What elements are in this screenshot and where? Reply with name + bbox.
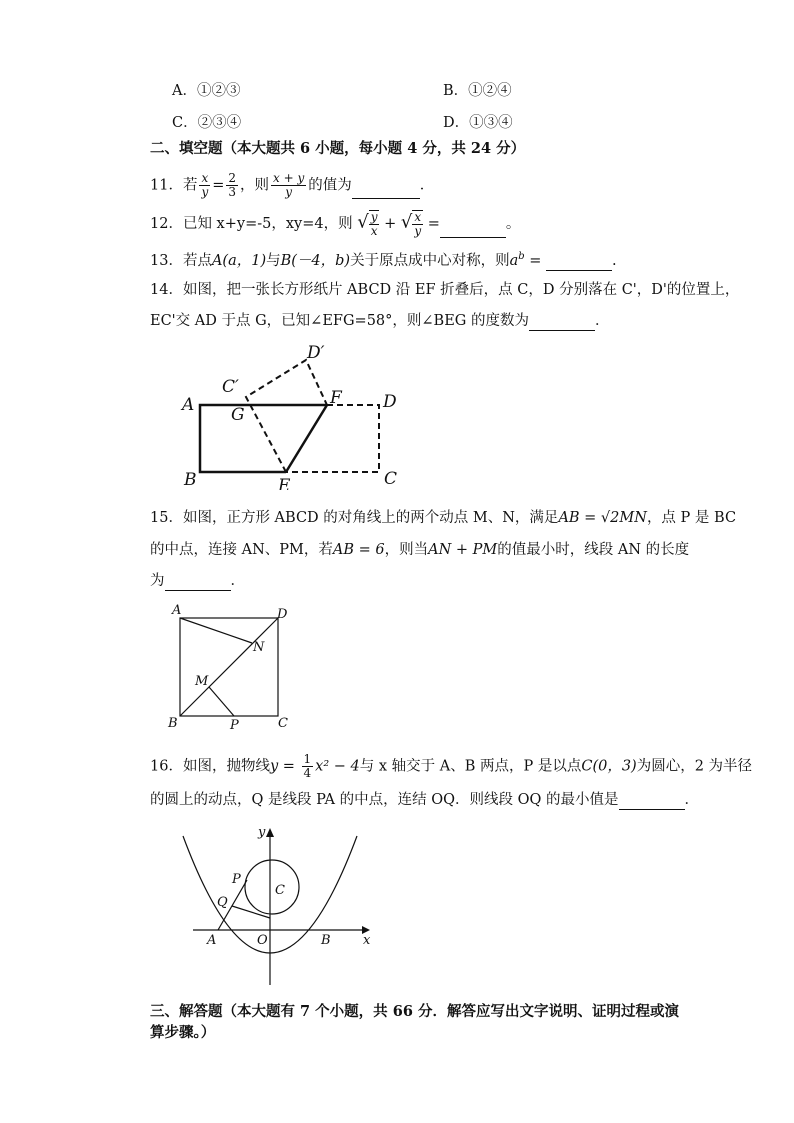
- label-a: A: [182, 395, 195, 415]
- question-16-line2: [150, 790, 699, 810]
- q11-text: 的值为: [308, 177, 352, 194]
- expr-base: a: [509, 252, 519, 269]
- question-number: 12．: [150, 216, 183, 232]
- fraction-sum-over-y: [271, 172, 306, 199]
- label-b: B: [321, 933, 331, 948]
- label-y: y: [258, 825, 266, 840]
- denominator: y: [414, 224, 422, 238]
- label-c: C: [384, 469, 398, 489]
- label-e: E: [278, 476, 291, 490]
- q16-formula: C(0，3): [581, 758, 637, 775]
- segment-an: [180, 618, 252, 643]
- label-x: x: [363, 933, 371, 948]
- fraction-2-over-3: [226, 172, 238, 199]
- question-14-line1: [150, 280, 739, 300]
- q15-text: 为: [150, 573, 165, 589]
- q16-text: 与 x 轴交于 A、B 两点，P 是以点: [359, 758, 582, 775]
- label-b: B: [168, 716, 178, 730]
- label-c-prime: C′: [222, 377, 239, 397]
- sqrt-y-over-x: √ $\frac{y}{x}$: [357, 210, 378, 238]
- q11-end: ．: [419, 177, 435, 194]
- option-a: [172, 81, 240, 101]
- q15-text: ，点 P 是 BC: [646, 510, 737, 526]
- label-g: G: [231, 405, 245, 425]
- figure-15: [165, 600, 295, 730]
- numerator: 1: [303, 752, 312, 766]
- option-label: C．: [172, 115, 198, 131]
- q15-formula: AB = 6: [332, 542, 385, 558]
- q15-text: 的中点，连接 AN、PM，若: [150, 542, 333, 558]
- q13-end: .: [612, 252, 617, 269]
- label-c: C: [275, 883, 285, 898]
- label-c: C: [278, 716, 288, 730]
- q11-text: 若: [182, 177, 198, 194]
- option-label: A．: [172, 83, 197, 99]
- question-16-line1: [150, 753, 752, 780]
- diagonal-bd: [180, 618, 278, 716]
- q13-text: 若点: [182, 252, 212, 269]
- section3-heading-line1: 三、解答题（本大题有 7 个小题，共 66 分．解答应写出文字说明、证明过程或演: [150, 1003, 679, 1020]
- option-value: ①③④: [469, 115, 513, 131]
- question-number: 14．: [150, 282, 183, 298]
- question-number: 11．: [150, 177, 183, 194]
- label-a: A: [207, 933, 217, 948]
- folded-part: [246, 360, 327, 472]
- numerator: y: [370, 210, 378, 224]
- q11-text: ，则: [240, 177, 270, 194]
- point-a: A(a，1): [211, 252, 267, 269]
- option-value: ①②④: [468, 83, 512, 99]
- figure-14: [180, 340, 420, 490]
- fraction-x-over-y: [199, 172, 210, 199]
- section3-heading-line2: 算步骤。）: [150, 1024, 216, 1041]
- equals: =: [212, 177, 225, 194]
- label-d: D: [277, 607, 288, 622]
- label-m: M: [195, 674, 209, 689]
- question-15-line1: [150, 508, 736, 528]
- numerator: x + y: [273, 171, 305, 185]
- y-axis-arrow: [266, 828, 274, 837]
- option-b: [443, 81, 512, 101]
- label-p: P: [230, 718, 239, 730]
- fold-line-ef: [286, 405, 327, 472]
- question-number: 13．: [150, 252, 183, 269]
- denominator: y: [285, 185, 293, 199]
- denominator: y: [201, 185, 209, 199]
- q13-text: 关于原点成中心对称，则: [350, 252, 510, 269]
- denominator: 3: [228, 185, 237, 199]
- q15-formula: AN + PM: [428, 542, 498, 558]
- q15-end: ．: [230, 573, 245, 589]
- q15-formula: AB = √2MN: [558, 510, 647, 526]
- numerator: x: [414, 210, 422, 224]
- fraction-1-over-4: [302, 753, 314, 780]
- q15-text: ，则当: [384, 542, 429, 558]
- option-value: ②③④: [197, 115, 242, 131]
- question-12: [150, 210, 520, 238]
- q16-text: 如图，抛物线: [182, 758, 270, 775]
- label-a: A: [172, 603, 182, 618]
- question-15-line2: [150, 540, 689, 560]
- rectangle-abcd: [200, 405, 379, 472]
- q14-text: EC'交 AD 于点 G，已知∠EFG=58°，则∠BEG 的度数为: [150, 313, 529, 329]
- option-c: [172, 113, 241, 133]
- label-b: B: [184, 470, 197, 490]
- label-d: D: [383, 392, 397, 412]
- question-14-line2: [150, 311, 609, 331]
- q12-end: 。: [505, 216, 521, 232]
- figure-16: [175, 820, 385, 990]
- question-13: [150, 247, 617, 271]
- option-d: [443, 113, 513, 133]
- plus: +: [384, 216, 397, 232]
- question-15-line3: [150, 571, 245, 591]
- label-o: O: [257, 933, 268, 948]
- option-label: D．: [443, 115, 470, 131]
- segment-pm: [209, 687, 234, 716]
- label-q: Q: [217, 895, 228, 910]
- q13-text: 与: [266, 252, 281, 269]
- q16-formula: y =: [269, 758, 300, 775]
- equals: =: [524, 252, 547, 269]
- sqrt-x-over-y: √ $\frac{x}{y}$: [400, 210, 422, 238]
- equals: =: [427, 216, 440, 232]
- answer-blank: [440, 223, 506, 238]
- dashed-outline: [286, 405, 379, 472]
- expr-exponent: b: [518, 251, 525, 262]
- q12-text: 已知 x+y=-5，xy=4，则: [182, 216, 353, 232]
- answer-blank: [352, 184, 420, 199]
- question-number: 15．: [150, 510, 183, 526]
- label-p: P: [232, 872, 241, 887]
- denominator: x: [370, 224, 378, 238]
- q14-text: 如图，把一张长方形纸片 ABCD 沿 EF 折叠后，点 C，D 分别落在 C'，D'的位置上，: [182, 282, 740, 298]
- q14-end: ．: [594, 313, 610, 329]
- answer-blank: [529, 316, 595, 331]
- q16-end: ．: [684, 792, 699, 808]
- section2-heading: 二、填空题（本大题共 6 小题，每小题 4 分，共 24 分）: [150, 140, 526, 157]
- question-11: [150, 172, 434, 199]
- numerator: 2: [228, 171, 237, 185]
- segment-oq: [232, 906, 270, 918]
- label-f: F: [330, 388, 342, 408]
- question-number: 16．: [150, 758, 183, 775]
- q16-formula: x² − 4: [315, 758, 360, 775]
- answer-blank: [165, 576, 231, 591]
- answer-blank: [619, 795, 685, 810]
- answer-blank: [546, 256, 612, 271]
- q15-text: 如图，正方形 ABCD 的对角线上的两个动点 M、N，满足: [182, 510, 559, 526]
- point-b: B(－4，b): [280, 252, 351, 269]
- numerator: x: [201, 171, 209, 185]
- q16-text: 的圆上的动点，Q 是线段 PA 的中点，连结 OQ．则线段 OQ 的最小值是: [150, 792, 619, 808]
- option-value: ①②③: [196, 83, 241, 99]
- denominator: 4: [303, 766, 312, 780]
- q16-text: 为圆心，2 为半径: [636, 758, 753, 775]
- circle-c: [245, 860, 299, 914]
- q15-text: 的值最小时，线段 AN 的长度: [497, 542, 690, 558]
- option-label: B．: [443, 83, 469, 99]
- label-n: N: [253, 640, 265, 655]
- label-d-prime: D′: [307, 343, 325, 363]
